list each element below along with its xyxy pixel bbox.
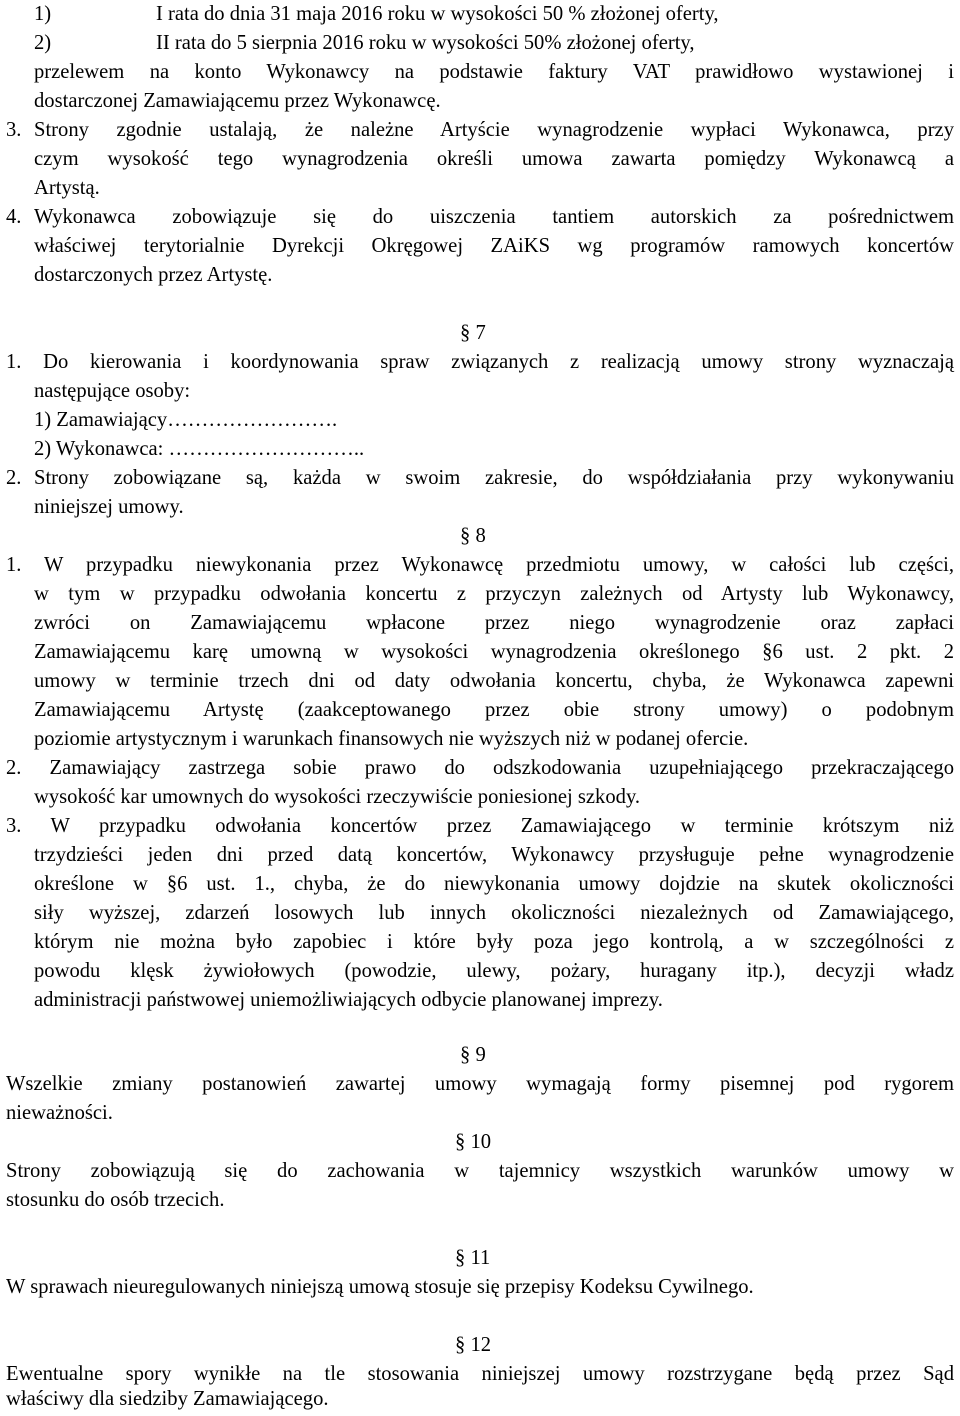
section-8-paragraph-1-line-5: umowy w terminie trzech dni od daty odwołania koncertu, chyba, że Wykonawca zapewni [34,670,954,692]
section-8-paragraph-1-line-3: zwróci on Zamawiającemu wpłacone przez niego wynagrodzenie oraz zapłaci [34,612,954,634]
section-10-heading: § 10 [455,1131,492,1153]
payment-delivery-line: dostarczonej Zamawiającemu przez Wykonawcę. [34,90,441,112]
payment-item-2-number: 2) [34,32,52,54]
section-8-paragraph-1-line-2: w tym w przypadku odwołania koncertu z przyczyn zależnych od Artysty lub Wykonawcy, [34,583,954,605]
payment-transfer-line: przelewem na konto Wykonawcy na podstawie faktury VAT prawidłowo wystawionej i [34,61,954,83]
section-7-paragraph-2-line-1: Strony zobowiązane są, każda w swoim zakresie, do współdziałania przy wykonywaniu [34,467,954,489]
section-8-paragraph-3-line-7: administracji państwowej uniemożliwiających odbycie planowanej imprezy. [34,989,663,1011]
section-8-paragraph-2-line-2: wysokość kar umownych do wysokości rzeczywiście poniesionej szkody. [34,786,641,808]
paragraph-4-line-2: właściwej terytorialnie Dyrekcji Okręgowej ZAiKS wg programów ramowych koncertów [34,235,954,257]
section-7-heading: § 7 [460,322,486,344]
paragraph-3-line-3: Artystą. [34,177,100,199]
section-8-paragraph-3-line-1: 3. W przypadku odwołania koncertów przez Zamawiającego w terminie krótszym niż [6,815,954,837]
section-7-paragraph-2-line-2: niniejszej umowy. [34,496,184,518]
section-9-heading: § 9 [460,1044,486,1066]
section-8-paragraph-3-line-2: trzydzieści jeden dni przed datą koncertów, Wykonawcy przysługuje pełne wynagrodzenie [34,844,954,866]
payment-item-2-text: II rata do 5 sierpnia 2016 roku w wysokości 50% złożonej oferty, [156,32,695,54]
section-8-heading: § 8 [460,525,486,547]
paragraph-4-line-3: dostarczonych przez Artystę. [34,264,273,286]
section-7-person-zamawiajacy: 1) Zamawiający……………………. [34,409,338,431]
section-12-line-1: Ewentualne spory wynikłe na tle stosowania niniejszej umowy rozstrzygane będą przez Sąd [6,1363,954,1385]
section-9-line-1: Wszelkie zmiany postanowień zawartej umowy wymagają formy pisemnej pod rygorem [6,1073,954,1095]
section-10-line-2: stosunku do osób trzecich. [6,1189,225,1211]
section-11-heading: § 11 [455,1247,491,1269]
section-8-paragraph-2-line-1: 2. Zamawiający zastrzega sobie prawo do odszkodowania uzupełniającego przekraczającego [6,757,954,779]
section-8-paragraph-3-line-6: powodu klęsk żywiołowych (powodzie, ulewy, pożary, huragany itp.), decyzji władz [34,960,954,982]
section-8-paragraph-1-line-6: Zamawiającemu Artystę (zaakceptowanego przez obie strony umowy) o podobnym [34,699,954,721]
paragraph-3-line-2: czym wysokość tego wynagrodzenia określi umowa zawarta pomiędzy Wykonawcą a [34,148,954,170]
section-9-line-2: nieważności. [6,1102,113,1124]
paragraph-4-line-1: Wykonawca zobowiązuje się do uiszczenia tantiem autorskich za pośrednictwem [34,206,954,228]
section-8-paragraph-1-line-1: 1. W przypadku niewykonania przez Wykonawcę przedmiotu umowy, w całości lub części, [6,554,954,576]
section-8-paragraph-3-line-5: którym nie można było zapobiec i które były poza jego kontrolą, a w szczególności z [34,931,954,953]
section-7-person-wykonawca: 2) Wykonawca: ……………………….. [34,438,365,460]
paragraph-3-number: 3. [6,119,22,141]
section-8-paragraph-1-line-4: Zamawiającemu karę umowną w wysokości wynagrodzenia określonego §6 ust. 2 pkt. 2 [34,641,954,663]
payment-item-1-number: 1) [34,3,52,25]
section-11-line-1: W sprawach nieuregulowanych niniejszą umową stosuje się przepisy Kodeksu Cywilnego. [6,1276,754,1298]
section-8-paragraph-1-line-7: poziomie artystycznym i warunkach finansowych nie wyższych niż w podanej ofercie. [34,728,749,750]
section-7-paragraph-2-number: 2. [6,467,22,489]
section-8-paragraph-3-line-4: siły wyższej, zdarzeń losowych lub innych okoliczności niezależnych od Zamawiającego, [34,902,954,924]
section-7-paragraph-1-line-2: następujące osoby: [34,380,191,402]
section-8-paragraph-3-line-3: określone w §6 ust. 1., chyba, że do niewykonania umowy dojdzie na skutek okoliczności [34,873,954,895]
paragraph-3-line-1: Strony zgodnie ustalają, że należne Artyście wynagrodzenie wypłaci Wykonawca, przy [34,119,954,141]
section-10-line-1: Strony zobowiązują się do zachowania w tajemnicy wszystkich warunków umowy w [6,1160,954,1182]
payment-item-1-text: I rata do dnia 31 maja 2016 roku w wysokości 50 % złożonej oferty, [156,3,719,25]
section-12-line-2: właściwy dla siedziby Zamawiającego. [6,1388,329,1410]
paragraph-4-number: 4. [6,206,22,228]
section-7-paragraph-1-line-1: 1. Do kierowania i koordynowania spraw związanych z realizacją umowy strony wyznaczają [6,351,954,373]
section-12-heading: § 12 [455,1334,492,1356]
